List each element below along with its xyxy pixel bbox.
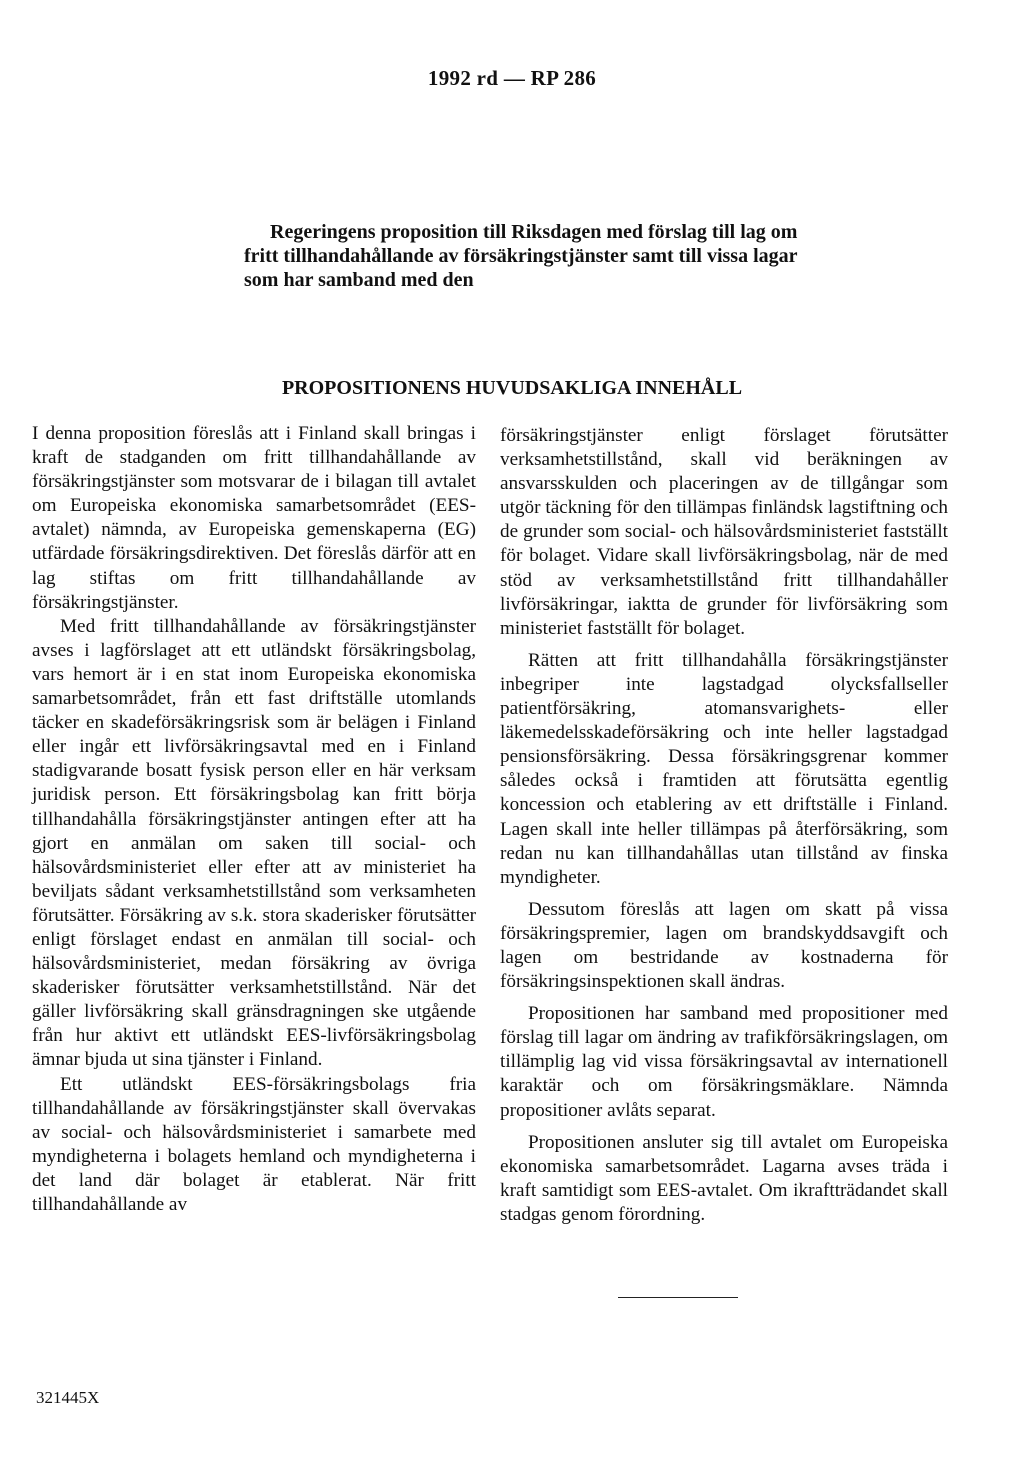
page-header: 1992 rd — RP 286 (427, 66, 597, 90)
right-paragraph-2: Rätten att fritt tillhandahålla försäkringstjänster inbegriper inte lagstadgad olycksfallseller patientförsäkring, atomansvarighets- eller läkemedelsskadeförsäkring och inte heller lagstadgad pensionsförsäkring. Dessa försäkringsgrenar kommer således också i framtiden att förutsätta egentlig koncession och etablering av ett driftställe i Finland. Lagen skall inte heller tillämpas på återförsäkring, som redan nu kan tillhandahållas utan tillstånd av finska myndigheter. (500, 649, 948, 888)
right-column (500, 424, 948, 1227)
title-line-1: Regeringens proposition till Riksdagen med förslag till lag om (270, 221, 798, 243)
section-heading: PROPOSITIONENS HUVUDSAKLIGA INNEHÅLL (281, 377, 743, 399)
left-paragraph-2: Med fritt tillhandahållande av försäkringstjänster avses i lagförslaget att ett utländskt försäkringsbolag, vars hemort är i en stat inom Europeiska ekonomiska samarbetsområdet, från ett fast driftställe utomlands täcker en skadeförsäkringsrisk som är belägen i Finland eller ingår ett livförsäkringsavtal med en i Finland stadigvarande bosatt fysisk person eller en här verksam juridisk person. Ett försäkringsbolag kan fritt börja tillhandahålla försäkringstjänster antingen efter att ha gjort en anmälan om saken till social- och hälsovårdsministeriet eller efter att av ministeriet ha beviljats sådant verksamhetstillstånd som verksamheten förutsätter. Försäkring av s.k. stora skaderisker förutsätter enligt förslaget endast en anmälan till social- och hälsovårdsministeriet, medan försäkring av övriga skaderisker förutsätter verksamhetstillstånd. När det gäller livförsäkring skall gränsdragningen ske utgående från hur aktivt ett utländskt EES-livförsäkringsbolag ämnar bjuda ut sina tjänster i Finland. (32, 615, 476, 1071)
right-paragraph-5: Propositionen ansluter sig till avtalet om Europeiska ekonomiska samarbetsområdet. Lagarna avses träda i kraft samtidigt som EES-avtalet. Om ikraftträdandet skall stadgas genom förordning. (500, 1131, 948, 1225)
end-rule-divider (618, 1297, 738, 1298)
left-paragraph-3: Ett utländskt EES-försäkringsbolags fria tillhandahållande av försäkringstjänster skall övervakas av social- och hälsovårdsministeriet i samarbete med myndigheterna i bolagets hemland och myndigheterna i det land där bolaget är etablerat. När fritt tillhandahållande av (32, 1073, 476, 1215)
print-code: 321445X (36, 1388, 100, 1407)
right-paragraph-1: försäkringstjänster enligt förslaget förutsätter verksamhetstillstånd, skall vid beräkningen av ansvarsskulden och placeringen av de tillgångar som utgör täckning för den tillämpas finländsk lagstiftning och de grunder som social- och hälsovårdsministeriet fastställt för bolaget. Vidare skall livförsäkringsbolag, när de med stöd av verksamhetstillstånd fritt tillhandahåller livförsäkringar, iaktta de grunder för livförsäkring som ministeriet fastställt för bolaget. (500, 425, 948, 639)
left-paragraph-1: I denna proposition föreslås att i Finland skall bringas i kraft de stadganden om fritt tillhandahållande av försäkringstjänster som motsvarar de i bilagan till avtalet om Europeiska ekonomiska samarbetsområdet (EES-avtalet) nämnda, av Europeiska gemenskaperna (EG) utfärdade försäkringsdirektiven. Det föreslås därför att en lag stiftas om fritt tillhandahållande av försäkringstjänster. (32, 423, 476, 613)
left-column (32, 422, 476, 1217)
right-paragraph-4: Propositionen har samband med propositioner med förslag till lagar om ändring av trafikförsäkringslagen, om tillämplig lag vid vissa försäkringsavtal av internationell karaktär och om försäkringsmäklare. Nämnda propositioner avlåts separat. (500, 1003, 948, 1121)
title-line-3: som har samband med den (244, 269, 474, 291)
right-paragraph-3: Dessutom föreslås att lagen om skatt på vissa försäkringspremier, lagen om brandskyddsavgift och lagen om bestridande av kostnaderna för försäkringsinspektionen skall ändras. (500, 898, 948, 993)
title-line-2: fritt tillhandahållande av försäkringstjänster samt till vissa lagar (244, 245, 798, 267)
proposal-title (244, 220, 984, 292)
